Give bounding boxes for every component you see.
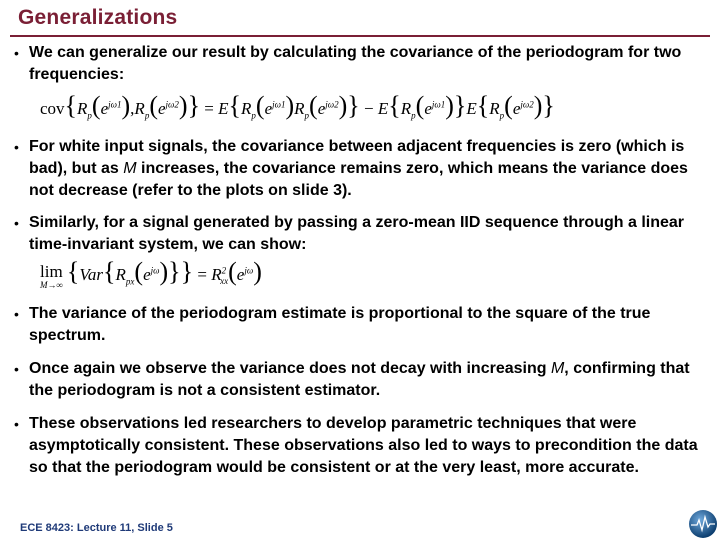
bullet-dot: •: [14, 215, 19, 231]
covariance-equation: $cov\{R_p(e^{j\omega 1}),R_p(e^{j\omega 2})\} = E\{R_p(e^{j\omega 1})R_p(e^{j\omega 2})\} - E\{R_p(e^{j\omega 1})\}E\{R_p(e^{j\omega 2})\}$: [40, 91, 555, 121]
bullet-dot: •: [14, 45, 19, 61]
limit-equation: lim M→∞ $\{Var\{R_{px}(e^{j\omega})\}\} = R^2_{xx}(e^{j\omega})$: [40, 257, 262, 290]
bullet-2: [14, 136, 704, 202]
bullet-6: [14, 413, 704, 479]
bullet-dot: •: [14, 139, 19, 155]
slide-footer: ECE 8423: Lecture 11, Slide 5: [20, 522, 173, 534]
bullet-dot: •: [14, 361, 19, 377]
bullet-4-text: The variance of the periodogram estimate is proportional to the square of the true spectrum.: [29, 305, 651, 344]
bullet-2-text: For white input signals, the covariance between adjacent frequencies is zero (which is bad), but as M increases, the covariance remains zero, which means the variance does not decrease (refer to the plots on slide 3).: [29, 138, 688, 199]
bullet-dot: •: [14, 416, 19, 432]
title-divider: [10, 35, 710, 37]
globe-logo-icon: [688, 509, 718, 539]
bullet-1: [14, 42, 704, 86]
bullet-1-text: We can generalize our result by calculating the covariance of the periodogram for two frequencies:: [29, 44, 682, 83]
bullet-dot: •: [14, 306, 19, 322]
bullet-4: [14, 303, 704, 347]
bullet-5: [14, 358, 704, 402]
slide-title: Generalizations: [18, 6, 178, 29]
bullet-3-text: Similarly, for a signal generated by passing a zero-mean IID sequence through a linear time-invariant system, we can show:: [29, 214, 684, 253]
bullet-5-text: Once again we observe the variance does not decay with increasing M, confirming that the periodogram is not a consistent estimator.: [29, 360, 690, 399]
bullet-3: [14, 212, 704, 256]
bullet-6-text: These observations led researchers to develop parametric techniques that were asymptotically consistent. These observations also led to ways to precondition the data so that the periodogram would be consistent or at the very least, more accurate.: [29, 415, 698, 476]
